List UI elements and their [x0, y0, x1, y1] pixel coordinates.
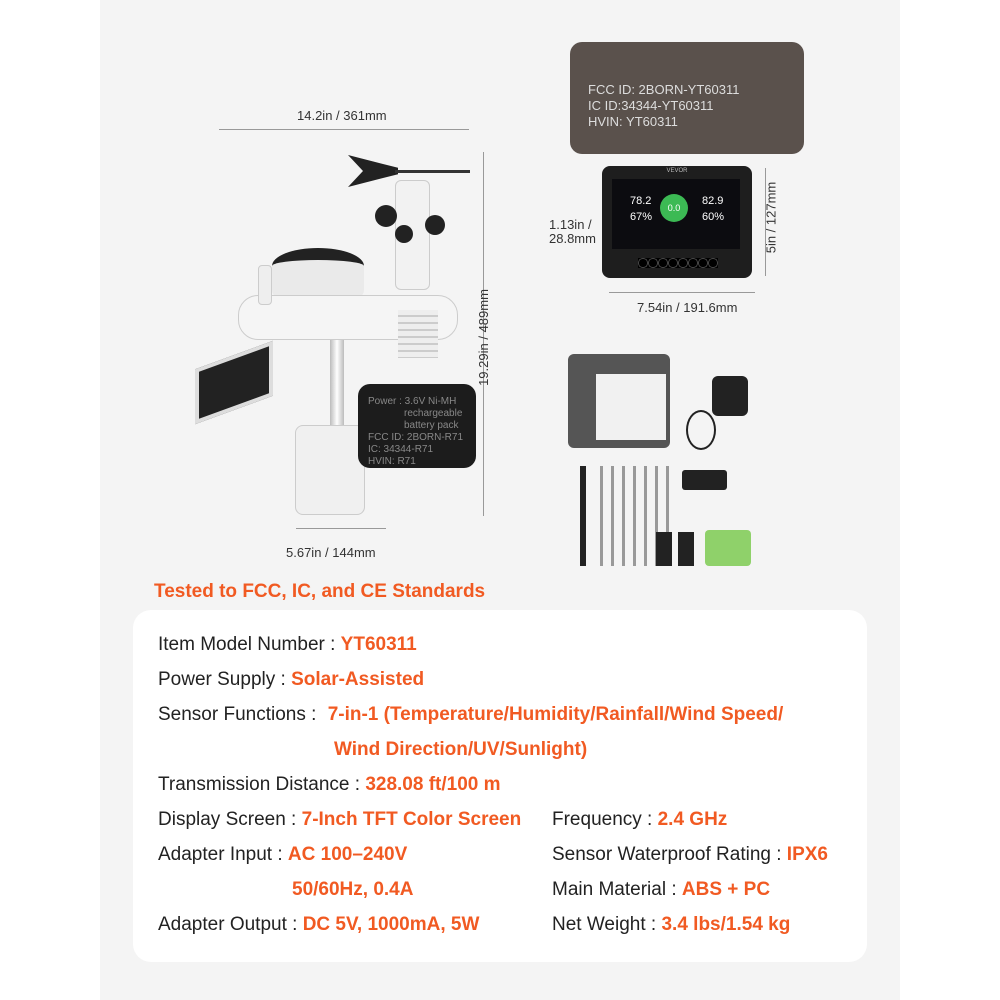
spec-adapter-output: Adapter Output : DC 5V, 1000mA, 5W: [158, 914, 480, 935]
usb-adapter: [682, 470, 727, 490]
console-screen: 78.2 67% 0.0 82.9 60%: [612, 179, 740, 249]
radiation-shield: [398, 310, 438, 358]
power-adapter: [712, 376, 748, 416]
dim-console-height: 5in / 127mm: [763, 181, 779, 254]
adhesive-pads: [656, 532, 694, 566]
spec-distance: Transmission Distance : 328.08 ft/100 m: [158, 774, 501, 795]
spec-sensor-cont: Wind Direction/UV/Sunlight): [334, 739, 588, 760]
battery-pack: [705, 530, 751, 566]
spec-model: Item Model Number : YT60311: [158, 634, 417, 655]
spec-waterproof: Sensor Waterproof Rating : IPX6: [552, 844, 828, 865]
spec-weight: Net Weight : 3.4 lbs/1.54 kg: [552, 914, 791, 935]
spec-power: Power Supply : Solar-Assisted: [158, 669, 425, 690]
standards-heading: Tested to FCC, IC, and CE Standards: [154, 581, 486, 602]
spec-display: Display Screen : 7-Inch TFT Color Screen: [158, 809, 522, 830]
sensor-label-plate: Power : 3.6V Ni-MH rechargeable battery pack FCC ID: 2BORN-R71 IC: 34344-R71 HVIN: R71: [358, 384, 476, 468]
dim-height: 19.29in / 489mm: [475, 289, 491, 386]
dim-console-width: 7.54in / 191.6mm: [637, 300, 738, 315]
console-back: [568, 354, 670, 448]
mount-bracket: [295, 425, 365, 515]
spec-frequency: Frequency : 2.4 GHz: [552, 809, 728, 830]
console-label-plate: FCC ID: 2BORN-YT60311 IC ID:34344-YT60311 HVIN: YT60311: [570, 42, 804, 154]
screwdriver: [580, 466, 586, 566]
spec-adapter-input-cont: 50/60Hz, 0.4A: [292, 879, 414, 900]
spec-material: Main Material : ABS + PC: [552, 879, 771, 900]
dim-base: 5.67in / 144mm: [286, 545, 376, 560]
spec-sensor: Sensor Functions : 7-in-1 (Temperature/Humidity/Rainfall/Wind Speed/: [158, 704, 784, 725]
spec-adapter-input: Adapter Input : AC 100–240V: [158, 844, 408, 865]
anemometer-cup: [375, 205, 397, 227]
display-console: VEVOR 78.2 67% 0.0 82.9 60%: [602, 166, 752, 278]
console-buttons: [638, 258, 718, 268]
dim-width: 14.2in / 361mm: [297, 108, 387, 123]
dim-depth: 1.13in / 28.8mm: [549, 217, 596, 246]
